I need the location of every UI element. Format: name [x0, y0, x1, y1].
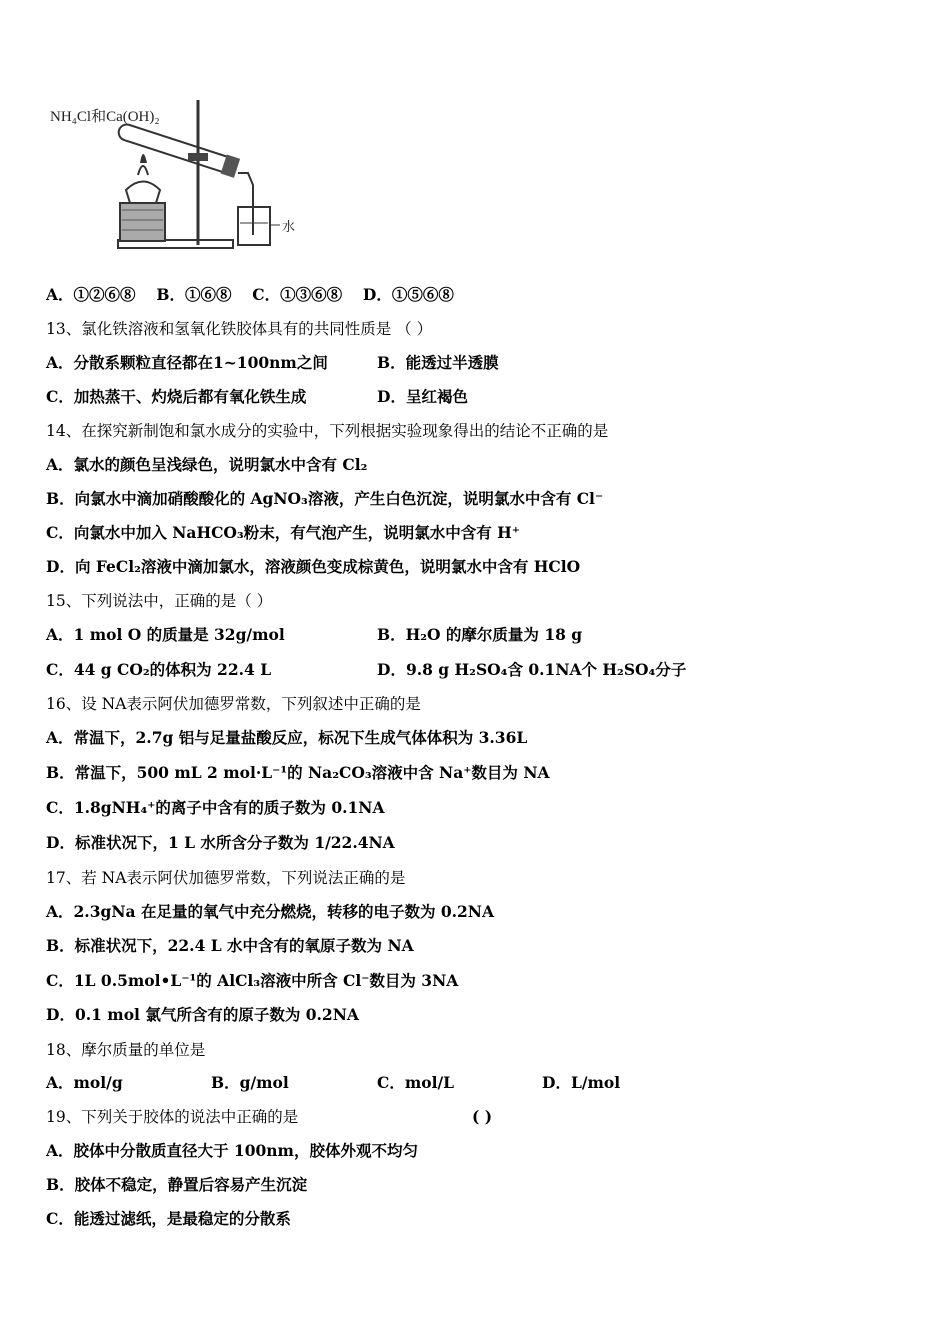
q19-stem: 19、下列关于胶体的说法中正确的是: [46, 1108, 299, 1126]
apparatus-figure: [48, 95, 308, 255]
q12-option-b: B．①⑥⑧: [156, 285, 232, 304]
q13-stem: 13、氯化铁溶液和氢氧化铁胶体具有的共同性质是 （ ）: [46, 320, 433, 338]
q13-option-c: C．加热蒸干、灼烧后都有氧化铁生成: [46, 387, 307, 406]
q13-option-d: D．呈红褐色: [377, 387, 468, 406]
alcohol-lamp: [126, 182, 160, 204]
wooden-block: [120, 203, 165, 241]
q19-option-b: B．胶体不稳定，静置后容易产生沉淀: [46, 1175, 308, 1194]
q15-option-d: D．9.8 g H₂SO₄含 0.1NA个 H₂SO₄分子: [377, 660, 687, 679]
q19-option-a: A．胶体中分散质直径大于 100nm，胶体外观不均匀: [46, 1141, 418, 1160]
q18-option-d: D．L/mol: [542, 1073, 621, 1092]
q12-option-d: D．①⑤⑥⑧: [362, 285, 454, 304]
q13-option-a: A．分散系颗粒直径都在1~100nm之间: [46, 353, 328, 372]
figure-label: NH₄Cl和Ca(OH)₂: [50, 109, 160, 125]
q15-option-a: A．1 mol O 的质量是 32g/mol: [46, 625, 285, 644]
q15-stem: 15、下列说法中，正确的是（ ）: [46, 592, 273, 610]
test-tube: [117, 122, 236, 174]
q18-stem: 18、摩尔质量的单位是: [46, 1041, 206, 1059]
q14-option-a: A．氯水的颜色呈浅绿色，说明氯水中含有 Cl₂: [46, 455, 368, 474]
q14-option-b: B．向氯水中滴加硝酸酸化的 AgNO₃溶液，产生白色沉淀，说明氯水中含有 Cl⁻: [46, 489, 604, 508]
q14-option-d: D．向 FeCl₂溶液中滴加氯水，溶液颜色变成棕黄色，说明氯水中含有 HClO: [46, 557, 581, 576]
q19-option-c: C．能透过滤纸，是最稳定的分散系: [46, 1209, 291, 1228]
q12-option-c: C．①③⑥⑧: [252, 285, 343, 304]
q18-option-a: A．mol/g: [46, 1073, 123, 1092]
q16-option-a: A．常温下，2.7g 铝与足量盐酸反应，标况下生成气体体积为 3.36L: [46, 728, 528, 747]
q16-option-d: D．标准状况下，1 L 水所含分子数为 1/22.4NA: [46, 833, 395, 852]
water-label: 水: [282, 220, 296, 235]
q12-option-a: A．①②⑥⑧: [46, 285, 136, 304]
q17-stem: 17、若 NA表示阿伏加德罗常数，下列说法正确的是: [46, 869, 406, 887]
q16-stem: 16、设 NA表示阿伏加德罗常数，下列叙述中正确的是: [46, 695, 421, 713]
q17-option-b: B．标准状况下，22.4 L 水中含有的氧原子数为 NA: [46, 936, 414, 955]
q16-option-c: C．1.8gNH₄⁺的离子中含有的质子数为 0.1NA: [46, 798, 385, 817]
q17-option-a: A．2.3gNa 在足量的氧气中充分燃烧，转移的电子数为 0.2NA: [46, 902, 494, 921]
q17-option-d: D．0.1 mol 氯气所含有的原子数为 0.2NA: [46, 1005, 359, 1024]
q16-option-b: B．常温下，500 mL 2 mol·L⁻¹的 Na₂CO₃溶液中含 Na⁺数目为 NA: [46, 763, 550, 782]
delivery-tube: [238, 173, 253, 235]
q17-option-c: C．1L 0.5mol•L⁻¹的 AlCl₃溶液中所含 Cl⁻数目为 3NA: [46, 971, 459, 990]
q13-option-b: B．能透过半透膜: [377, 353, 499, 372]
q18-option-b: B．g/mol: [211, 1073, 289, 1092]
q14-stem: 14、在探究新制饱和氯水成分的实验中，下列根据实验现象得出的结论不正确的是: [46, 422, 609, 440]
q15-option-c: C．44 g CO₂的体积为 22.4 L: [46, 660, 272, 679]
q15-option-b: B．H₂O 的摩尔质量为 18 g: [377, 625, 583, 644]
q19-paren: ( ): [472, 1107, 493, 1126]
q12-options: [46, 285, 454, 305]
q18-option-c: C．mol/L: [377, 1073, 455, 1092]
q14-option-c: C．向氯水中加入 NaHCO₃粉末，有气泡产生，说明氯水中含有 H⁺: [46, 523, 520, 542]
